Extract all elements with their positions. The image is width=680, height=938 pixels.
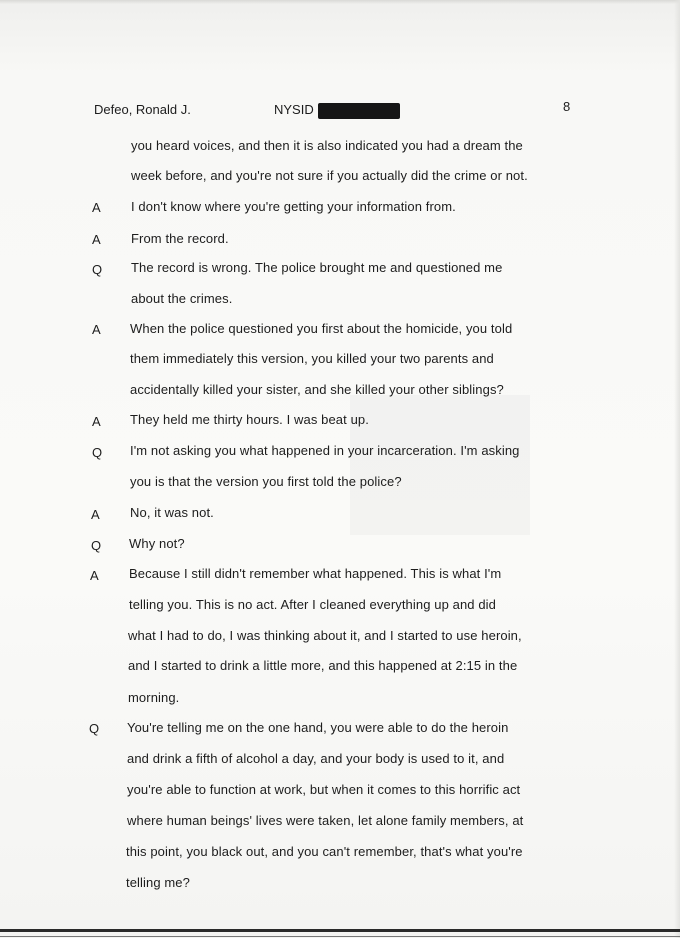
transcript-line: you're able to function at work, but when it comes to this horrific act <box>127 782 521 797</box>
transcript-line: You're telling me on the one hand, you were able to do the heroin <box>127 720 509 735</box>
transcript-line: Because I still didn't remember what happened. This is what I'm <box>129 566 502 581</box>
transcript-line: No, it was not. <box>130 505 214 520</box>
transcript-line: you heard voices, and then it is also indicated you had a dream the <box>131 138 523 153</box>
page-bottom-edge <box>0 929 680 932</box>
transcript-line: them immediately this version, you killed your two parents and <box>130 351 494 366</box>
nysid-label: NYSID <box>274 102 314 117</box>
scan-shadow <box>350 395 530 535</box>
speaker-label: A <box>91 507 100 522</box>
transcript-line: From the record. <box>131 231 229 246</box>
transcript-line: They held me thirty hours. I was beat up. <box>130 412 369 427</box>
transcript-line: and drink a fifth of alcohol a day, and your body is used to it, and <box>127 751 505 766</box>
transcript-line: morning. <box>128 690 180 705</box>
page-header <box>0 99 680 122</box>
speaker-label: A <box>92 322 101 337</box>
scan-edge <box>0 0 680 4</box>
speaker-label: A <box>92 414 101 429</box>
transcript-line: The record is wrong. The police brought me and questioned me <box>131 260 503 275</box>
transcript-line: week before, and you're not sure if you actually did the crime or not. <box>131 168 528 183</box>
speaker-label: Q <box>89 721 100 736</box>
transcript-line: I don't know where you're getting your information from. <box>131 199 456 214</box>
scan-edge <box>674 0 680 938</box>
speaker-label: A <box>92 200 101 215</box>
defendant-name: Defeo, Ronald J. <box>94 102 191 117</box>
transcript-line: about the crimes. <box>131 291 233 306</box>
speaker-label: Q <box>91 538 102 553</box>
speaker-label: A <box>90 568 99 583</box>
page-number: 8 <box>563 99 571 114</box>
transcript-line: what I had to do, I was thinking about it, and I started to use heroin, <box>128 628 522 643</box>
transcript-line: where human beings' lives were taken, let alone family members, at <box>127 813 524 828</box>
speaker-label: A <box>92 232 101 247</box>
transcript-line: and I started to drink a little more, and this happened at 2:15 in the <box>128 658 518 673</box>
transcript-line: I'm not asking you what happened in your incarceration. I'm asking <box>130 443 520 458</box>
transcript-line: accidentally killed your sister, and she killed your other siblings? <box>130 382 504 397</box>
speaker-label: Q <box>92 445 103 460</box>
transcript-line: this point, you black out, and you can't remember, that's what you're <box>126 844 523 859</box>
redaction-bar <box>318 103 400 119</box>
transcript-line: Why not? <box>129 536 185 551</box>
transcript-line: telling you. This is no act. After I cleaned everything up and did <box>129 597 496 612</box>
speaker-label: Q <box>92 262 103 277</box>
transcript-line: telling me? <box>126 875 190 890</box>
page-bottom-edge <box>0 936 680 937</box>
transcript-line: you is that the version you first told the police? <box>130 474 402 489</box>
transcript-line: When the police questioned you first about the homicide, you told <box>130 321 513 336</box>
